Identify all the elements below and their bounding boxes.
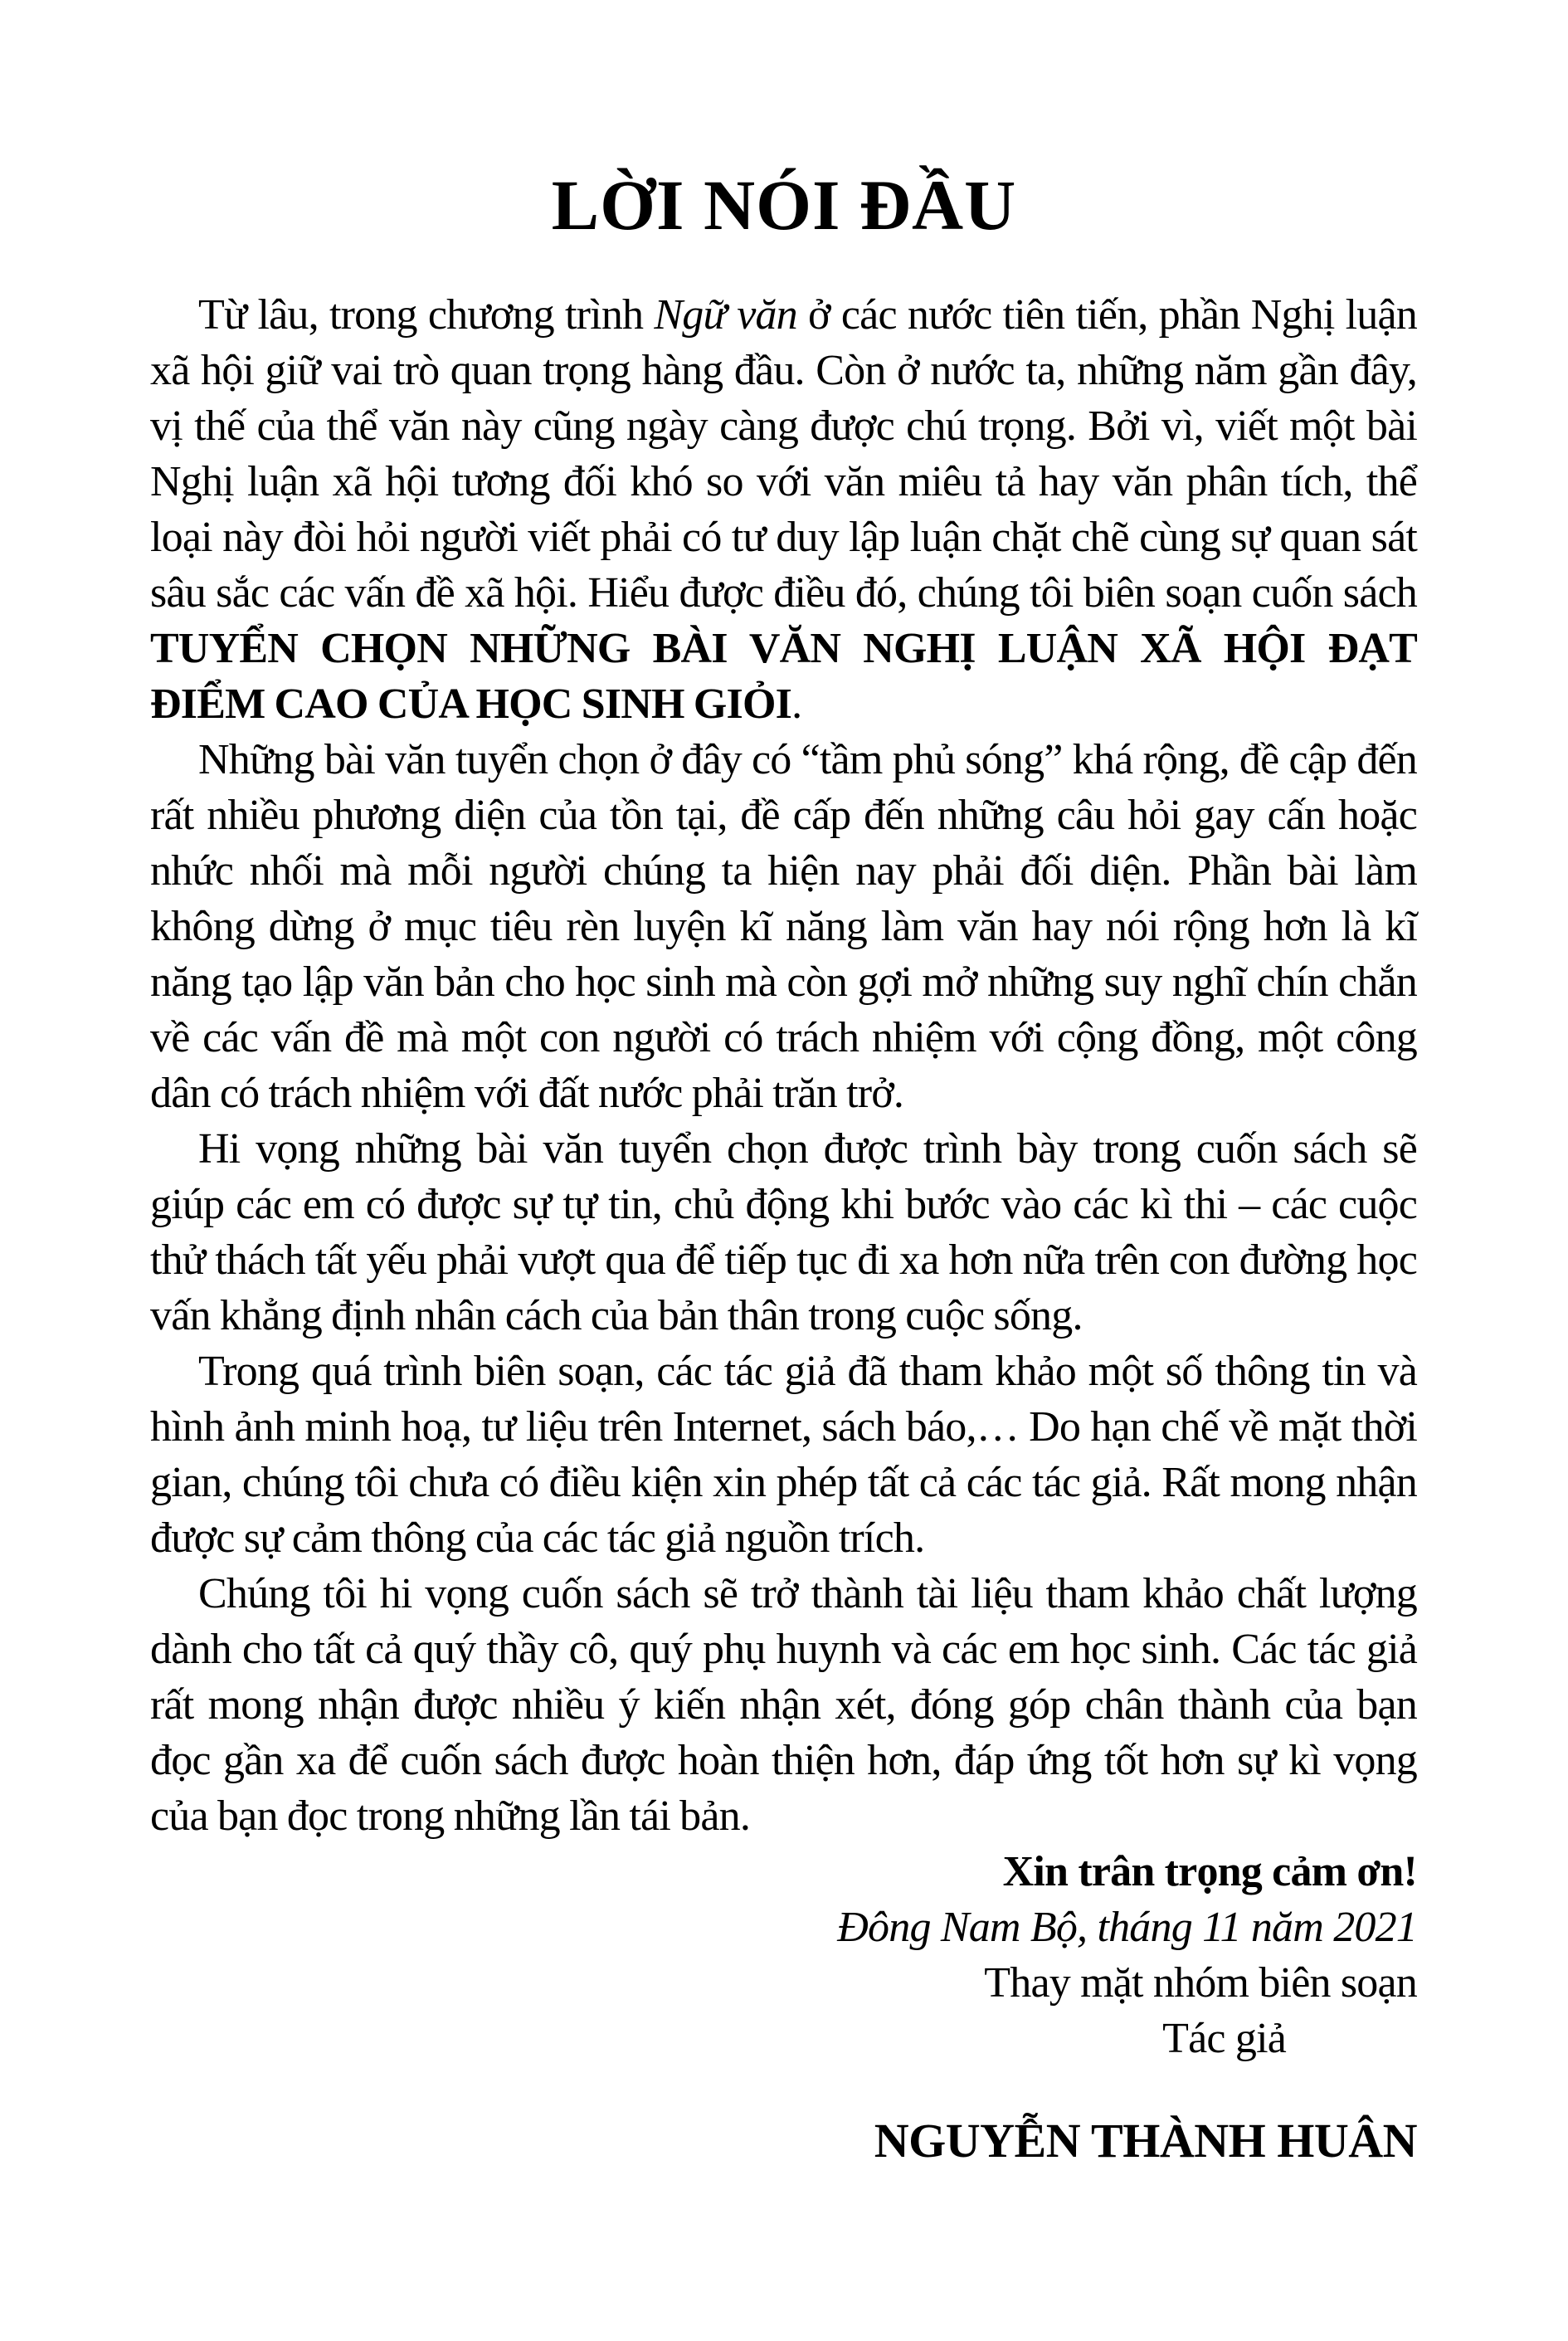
author-name: NGUYỄN THÀNH HUÂN (874, 2114, 1417, 2168)
preface-content (150, 287, 1417, 2168)
text-segment: Từ lâu, trong chương trình (198, 291, 655, 339)
text-segment: ở các nước tiên tiến, phần Nghị luận xã hội giữ vai trò quan trọng hàng đầu. Còn ở nước ta, những năm gần đây, vị thế của thể văn này cũng ngày càng được chú trọng. Bởi vì, viết một bài Nghị luận xã hội tương đối khó so với văn miêu tả hay văn phân tích, thể loại này đòi hỏi người viết phải có tư duy lập luận chặt chẽ cùng sự quan sát sâu sắc các vấn đề xã hội. Hiểu được điều đó, chúng tôi biên soạn cuốn sách (150, 291, 1417, 617)
closing-role: Tác giả (1162, 2015, 1286, 2062)
paragraph (150, 1566, 1417, 1844)
paragraph (150, 1344, 1417, 1566)
text-segment: Trong quá trình biên soạn, các tác giả đã tham khảo một số thông tin và hình ảnh minh hoạ, tư liệu trên Internet, sách báo,… Do hạn chế về mặt thời gian, chúng tôi chưa có điều kiện xin phép tất cả các tác giả. Rất mong nhận được sự cảm thông của các tác giả nguồn trích. (150, 1348, 1417, 1562)
text-segment: Chúng tôi hi vọng cuốn sách sẽ trở thành tài liệu tham khảo chất lượng dành cho tất cả quý thầy cô, quý phụ huynh và các em học sinh. Các tác giả rất mong nhận được nhiều ý kiến nhận xét, đóng góp chân thành của bạn đọc gần xa để cuốn sách được hoàn thiện hơn, đáp ứng tốt hơn sự kì vọng của bạn đọc trong những lần tái bản. (150, 1570, 1417, 1840)
paragraph (150, 1121, 1417, 1344)
text-segment: Những bài văn tuyển chọn ở đây có “tầm phủ sóng” khá rộng, đề cập đến rất nhiều phương diện của tồn tại, đề cấp đến những câu hỏi gay cấn hoặc nhức nhối mà mỗi người chúng ta hiện nay phải đối diện. Phần bài làm không dừng ở mục tiêu rèn luyện kĩ năng làm văn hay nói rộng hơn là kĩ năng tạo lập văn bản cho học sinh mà còn gợi mở những suy nghĩ chín chắn về các vấn đề mà một con người có trách nhiệm với cộng đồng, một công dân có trách nhiệm với đất nước phải trăn trở. (150, 736, 1417, 1117)
closing-thanks: Xin trân trọng cảm ơn! (1002, 1848, 1417, 1895)
paragraph (150, 732, 1417, 1121)
text-segment: TUYỂN CHỌN NHỮNG BÀI VĂN NGHỊ LUẬN XÃ HỘI ĐẠT ĐIỂM CAO CỦA HỌC SINH GIỎI (150, 625, 1417, 728)
closing-on-behalf: Thay mặt nhóm biên soạn (984, 1959, 1417, 2007)
text-segment: . (791, 680, 802, 728)
closing-block (150, 1844, 1417, 2168)
preface-body (150, 287, 1417, 1844)
paragraph (150, 287, 1417, 732)
text-segment: Hi vọng những bài văn tuyển chọn được trình bày trong cuốn sách sẽ giúp các em có được sự tự tin, chủ động khi bước vào các kì thi – các cuộc thử thách tất yếu phải vượt qua để tiếp tục đi xa hơn nữa trên con đường học vấn khẳng định nhân cách của bản thân trong cuộc sống. (150, 1125, 1417, 1339)
text-segment: Ngữ văn (654, 291, 797, 339)
closing-place-date: Đông Nam Bộ, tháng 11 năm 2021 (837, 1904, 1417, 1951)
page-title: LỜI NÓI ĐẦU (551, 165, 1017, 245)
